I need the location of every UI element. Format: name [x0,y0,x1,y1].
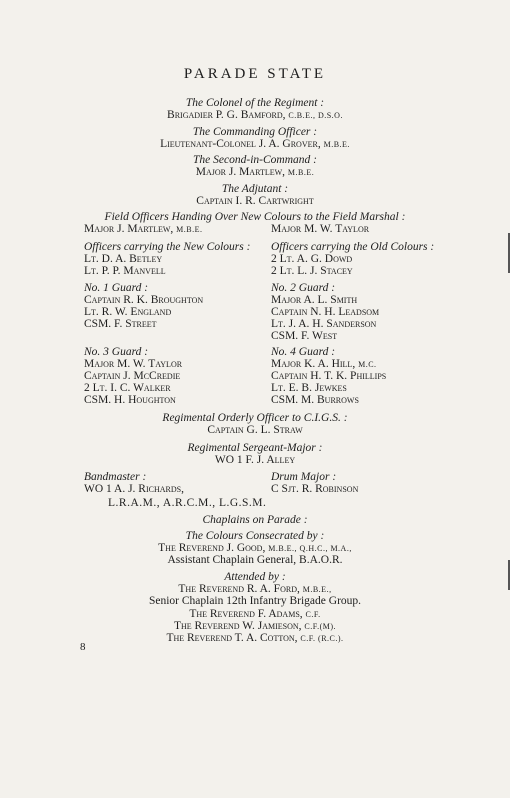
field-officer-left-name: Major J. Martlew, [84,223,177,235]
drum-major-role: Drum Major : [271,471,337,483]
guard3-member: Major M. W. Taylor [84,358,183,370]
guard4-member-honours: M.C. [358,360,377,369]
guard4-member: Captain H. T. K. Phillips [271,370,387,382]
new-colours-officer: Lt. P. P. Manvell [84,265,166,277]
second-role: The Second-in-Command : [193,154,317,166]
adjutant-name: Captain I. R. Cartwright [196,195,314,207]
attended-adams-name: The Reverend F. Adams, [189,608,306,620]
guard3-member: 2 Lt. I. C. Walker [84,382,171,394]
attended-cotton-honours: C.F. (R.C.). [300,634,344,643]
guard3-member: Captain J. McCredie [84,370,181,382]
guard1-member: CSM. F. Street [84,318,157,330]
consecrated-honours: M.B.E., Q.H.C., M.A., [268,544,352,553]
orderly-name: Captain G. L. Straw [207,424,303,436]
old-colours-officer: 2 Lt. L. J. Stacey [271,265,353,277]
guard3-role: No. 3 Guard : [84,346,149,358]
commanding-name-text: Lieutenant-Colonel J. A. Grover, [160,138,324,150]
field-officer-left [84,223,203,236]
bandmaster-honours: L.R.A.M., A.R.C.M., L.G.S.M. [108,497,267,509]
guard1-member: Lt. R. W. England [84,306,172,318]
field-officer-right: Major M. W. Taylor [271,223,370,235]
field-officer-left-honours: M.B.E. [176,225,203,234]
field-officers-role: Field Officers Handing Over New Colours to the Field Marshal : [104,211,406,223]
colonel-name-text: Brigadier P. G. Bamford, [167,109,289,121]
colonel-role: The Colonel of the Regiment : [185,97,325,109]
attended-adams-honours: C.F. [305,610,321,619]
new-colours-role: Officers carrying the New Colours : [84,241,251,253]
consecrated-line2: Assistant Chaplain General, B.A.O.R. [167,554,343,566]
second-name [0,166,510,179]
attended-jamieson-honours: C.F.(M). [304,622,337,631]
attended-jamieson-name: The Reverend W. Jamieson, [173,620,305,632]
page-number: 8 [80,641,86,653]
new-colours-officer: Lt. D. A. Betley [84,253,163,265]
colonel-honours: C.B.E., D.S.O. [288,111,343,120]
bandmaster-role: Bandmaster : [84,471,147,483]
chaplains-heading: Chaplains on Parade : [202,514,308,526]
attended-ford-title: Senior Chaplain 12th Infantry Brigade Group. [148,595,362,607]
attended-cotton-name: The Reverend T. A. Cotton, [166,632,301,644]
attended-ford-name: The Reverend R. A. Ford, [178,583,303,595]
orderly-role: Regimental Orderly Officer to C.I.G.S. : [162,412,348,424]
rsm-name: WO 1 F. J. Alley [214,454,296,466]
rsm-role: Regimental Sergeant-Major : [187,442,323,454]
old-colours-officer: 2 Lt. A. G. Dowd [271,253,353,265]
commanding-honours: M.B.E. [323,140,350,149]
colonel-name [0,109,510,122]
guard2-role: No. 2 Guard : [271,282,336,294]
guard3-member: CSM. H. Houghton [84,394,176,406]
bandmaster-name: WO 1 A. J. Richards, [84,483,184,495]
guard2-member: Major A. L. Smith [271,294,358,306]
adjutant-role: The Adjutant : [221,183,289,195]
consecrated-role: The Colours Consecrated by : [185,530,325,542]
guard4-member: Lt. E. B. Jewkes [271,382,347,394]
commanding-name [0,138,510,151]
commanding-role: The Commanding Officer : [192,126,318,138]
guard2-member: CSM. F. West [271,330,338,342]
consecrated-name: The Reverend J. Good, [158,542,269,554]
second-honours: M.B.E. [287,168,315,177]
guard2-member: Captain N. H. Leadsom [271,306,380,318]
guard1-member: Captain R. K. Broughton [84,294,204,306]
guard2-member: Lt. J. A. H. Sanderson [271,318,377,330]
guard4-member: CSM. M. Burrows [271,394,359,406]
attended-ford-honours: M.B.E., [302,585,332,594]
page-title: PARADE STATE [183,66,327,82]
guard4-member-name: Major K. A. Hill, [271,358,359,370]
drum-major-name: C Sjt. R. Robinson [271,483,359,495]
old-colours-role: Officers carrying the Old Colours : [271,241,435,253]
guard4-role: No. 4 Guard : [271,346,336,358]
guard1-role: No. 1 Guard : [84,282,149,294]
attended-role: Attended by : [224,571,286,583]
attended-cotton [0,632,510,645]
second-name-text: Major J. Martlew, [195,166,288,178]
